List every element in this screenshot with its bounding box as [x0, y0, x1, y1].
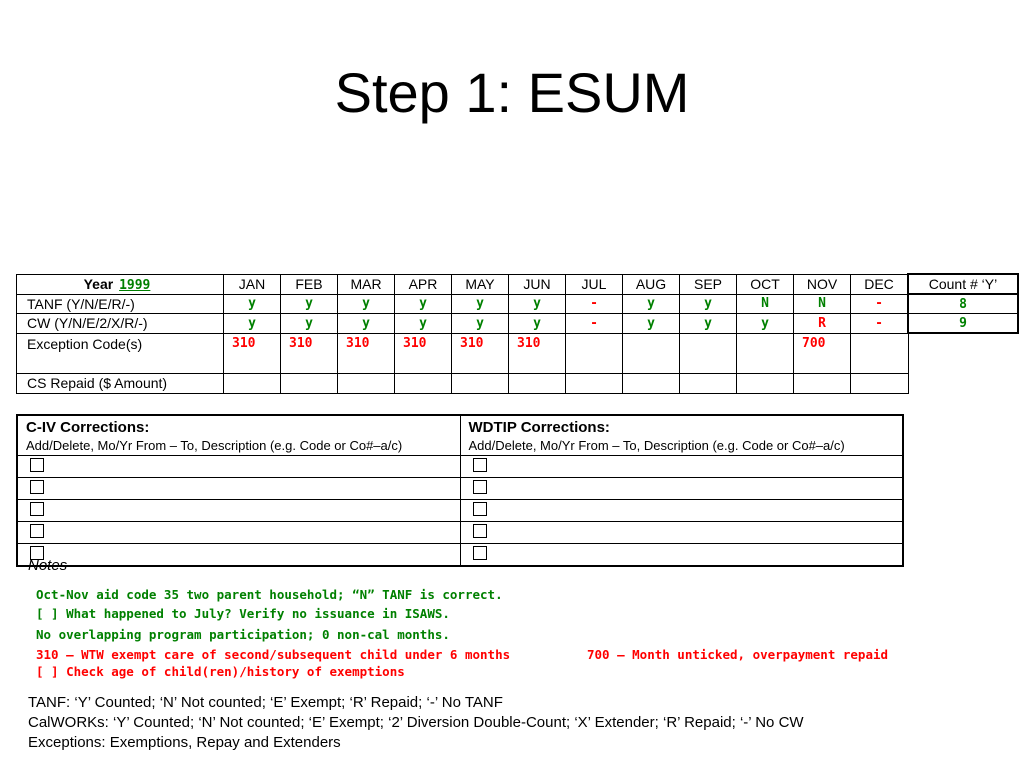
tanf-value: y	[452, 294, 509, 314]
checkbox[interactable]	[30, 480, 44, 494]
cs-repaid-cell	[851, 373, 909, 393]
cw-row	[17, 314, 1019, 334]
cs-repaid-cell	[224, 373, 281, 393]
exception-value	[851, 333, 909, 373]
tanf-value: y	[395, 294, 452, 314]
cs-repaid-cell	[737, 373, 794, 393]
civ-correction-cell	[17, 455, 460, 477]
cw-label: CW (Y/N/E/2/X/R/-)	[17, 314, 224, 334]
month-jan: JAN	[224, 274, 281, 294]
spacer	[908, 373, 1018, 393]
checkbox[interactable]	[473, 480, 487, 494]
tanf-row	[17, 294, 1019, 314]
exception-value	[680, 333, 737, 373]
note-line: [ ] What happened to July? Verify no issuance in ISAWS.	[36, 606, 450, 621]
wdtip-corrections-sub: Add/Delete, Mo/Yr From – To, Description (e.g. Code or Co#–a/c)	[468, 438, 845, 453]
exception-value: 310	[281, 333, 338, 373]
legend-tanf: TANF: ‘Y’ Counted; ‘N’ Not counted; ‘E’ Exempt; ‘R’ Repaid; ‘-’ No TANF	[28, 694, 503, 711]
month-jun: JUN	[509, 274, 566, 294]
civ-correction-cell	[17, 521, 460, 543]
spacer	[908, 333, 1018, 373]
cs-repaid-cell	[794, 373, 851, 393]
cw-value: y	[395, 314, 452, 334]
civ-corrections-header	[17, 415, 460, 455]
cw-count: 9	[908, 314, 1018, 334]
wdtip-correction-cell	[460, 499, 903, 521]
cw-value: y	[509, 314, 566, 334]
wdtip-corrections-title: WDTIP Corrections:	[468, 419, 610, 436]
cs-repaid-cell	[566, 373, 623, 393]
checkbox[interactable]	[473, 524, 487, 538]
cw-value: -	[566, 314, 623, 334]
corrections-table	[16, 414, 904, 567]
cw-value: y	[680, 314, 737, 334]
corrections-header-row	[17, 415, 903, 455]
correction-row	[17, 521, 903, 543]
checkbox[interactable]	[30, 524, 44, 538]
correction-row	[17, 477, 903, 499]
esum-table	[16, 273, 1019, 394]
tanf-value: y	[281, 294, 338, 314]
note-line: 310 – WTW exempt care of second/subsequent child under 6 months	[36, 647, 511, 662]
month-dec: DEC	[851, 274, 909, 294]
month-sep: SEP	[680, 274, 737, 294]
exception-value	[623, 333, 680, 373]
month-nov: NOV	[794, 274, 851, 294]
cs-repaid-cell	[281, 373, 338, 393]
tanf-value: y	[224, 294, 281, 314]
cw-value: y	[281, 314, 338, 334]
tanf-value: N	[794, 294, 851, 314]
exception-value: 310	[509, 333, 566, 373]
civ-correction-cell	[17, 477, 460, 499]
tanf-value: N	[737, 294, 794, 314]
tanf-value: -	[566, 294, 623, 314]
checkbox[interactable]	[30, 458, 44, 472]
tanf-count: 8	[908, 294, 1018, 314]
tanf-value: y	[338, 294, 395, 314]
cw-value: y	[737, 314, 794, 334]
cs-repaid-cell	[509, 373, 566, 393]
note-line: No overlapping program participation; 0 non-cal months.	[36, 627, 450, 642]
exception-value: 700	[794, 333, 851, 373]
checkbox[interactable]	[473, 546, 487, 560]
exception-value: 310	[395, 333, 452, 373]
cw-value: y	[452, 314, 509, 334]
checkbox[interactable]	[473, 458, 487, 472]
wdtip-correction-cell	[460, 521, 903, 543]
wdtip-correction-cell	[460, 477, 903, 499]
month-oct: OCT	[737, 274, 794, 294]
exception-label: Exception Code(s)	[17, 333, 224, 373]
wdtip-correction-cell	[460, 543, 903, 566]
tanf-value: -	[851, 294, 909, 314]
note-line: [ ] Check age of child(ren)/history of exemptions	[36, 664, 405, 679]
month-jul: JUL	[566, 274, 623, 294]
month-may: MAY	[452, 274, 509, 294]
year-value: 1999	[119, 277, 151, 293]
checkbox[interactable]	[473, 502, 487, 516]
cs-repaid-cell	[680, 373, 737, 393]
checkbox[interactable]	[30, 502, 44, 516]
correction-row	[17, 499, 903, 521]
month-feb: FEB	[281, 274, 338, 294]
month-aug: AUG	[623, 274, 680, 294]
cw-value: y	[338, 314, 395, 334]
tanf-value: y	[623, 294, 680, 314]
cs-repaid-label: CS Repaid ($ Amount)	[17, 373, 224, 393]
cw-value: R	[794, 314, 851, 334]
tanf-value: y	[509, 294, 566, 314]
note-line: 700 – Month unticked, overpayment repaid	[587, 647, 889, 662]
cw-value: -	[851, 314, 909, 334]
month-apr: APR	[395, 274, 452, 294]
wdtip-corrections-header	[460, 415, 903, 455]
tanf-value: y	[680, 294, 737, 314]
correction-row	[17, 543, 903, 566]
wdtip-correction-cell	[460, 455, 903, 477]
correction-row	[17, 455, 903, 477]
notes-label: Notes	[28, 557, 68, 574]
civ-corrections-title: C-IV Corrections:	[26, 419, 150, 436]
legend-calworks: CalWORKs: ‘Y’ Counted; ‘N’ Not counted; ‘E’ Exempt; ‘2’ Diversion Double-Count; ‘X’ Extender; ‘R’ Repaid; ‘-’ No CW	[28, 714, 804, 731]
count-header: Count # ‘Y’	[908, 274, 1018, 294]
exception-row	[17, 333, 1019, 373]
civ-correction-cell	[17, 543, 460, 566]
exception-value: 310	[224, 333, 281, 373]
cw-value: y	[224, 314, 281, 334]
exception-value	[566, 333, 623, 373]
page-title: Step 1: ESUM	[334, 61, 690, 124]
cs-repaid-row	[17, 373, 1019, 393]
exception-value: 310	[338, 333, 395, 373]
civ-correction-cell	[17, 499, 460, 521]
header-row	[17, 274, 1019, 294]
civ-corrections-sub: Add/Delete, Mo/Yr From – To, Description (e.g. Code or Co#–a/c)	[26, 438, 403, 453]
legend-exceptions: Exceptions: Exemptions, Repay and Extenders	[28, 734, 341, 751]
cs-repaid-cell	[395, 373, 452, 393]
cs-repaid-cell	[623, 373, 680, 393]
cs-repaid-cell	[338, 373, 395, 393]
cw-value: y	[623, 314, 680, 334]
year-label: Year	[83, 275, 114, 292]
note-line: Oct-Nov aid code 35 two parent household; “N” TANF is correct.	[36, 587, 503, 602]
exception-value: 310	[452, 333, 509, 373]
tanf-label: TANF (Y/N/E/R/-)	[17, 294, 224, 314]
month-mar: MAR	[338, 274, 395, 294]
cs-repaid-cell	[452, 373, 509, 393]
year-cell	[17, 274, 224, 294]
exception-value	[737, 333, 794, 373]
